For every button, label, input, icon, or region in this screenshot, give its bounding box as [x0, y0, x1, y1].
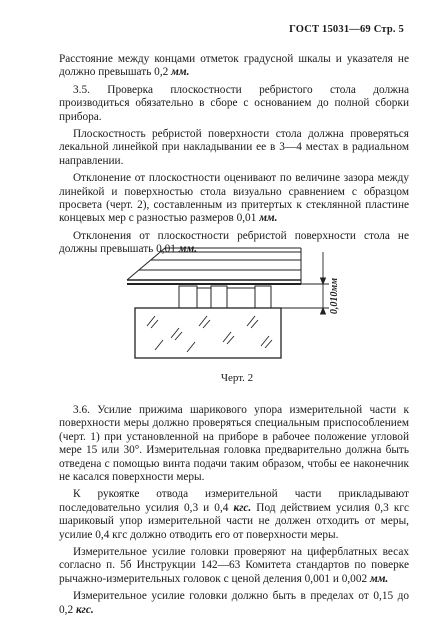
figure-caption: Черт. 2: [220, 372, 254, 384]
bottom-text-block: [59, 404, 409, 617]
paragraph-deviation-estimate: Отклонение от плоскостности оценивают по величине зазора между линейкой и поверхностью стола визуально сравнением с образцом просвета (черт. 2), составленным из притертых к стеклянной пластине концевых мер с разностью размеров 0,01 мм.: [59, 172, 409, 225]
top-text-block: [59, 53, 409, 257]
paragraph-deviation-limit: Отклонения от плоскостности ребристой поверхности стола не должны превышать 0,01 мм.: [59, 229, 409, 256]
page-header: [289, 24, 404, 35]
gauge-blocks: [179, 286, 271, 308]
paragraph-measuring-force: Измерительное усилие головки проверяют на циферблатных весах согласно п. 5б Инструкции 142—63 Комитета стандартов по поверке рычажно-измерительных головок с ценой деления 0,001 и 0,002 мм.: [59, 546, 409, 585]
figure-ruler-gap-diagram: [125, 246, 365, 368]
dimension-label: 0,010мм: [329, 277, 340, 315]
paragraph-3-6: 3.6. Усилие прижима шарикового упора измерительной части к поверхности меры должно проверяться специальным приспособлением (черт. 1) при установленной на приборе в рабочее положение угловой мере 15 или 30°. Измерительная головка предварительно должна быть отведена с помощью винта подачи таким образом, чтобы ее наконечник не касался поверхности меры.: [59, 404, 409, 484]
paragraph-scale-distance: Расстояние между концами отметок градусной шкалы и указателя не должно превышать 0,2 мм.: [59, 53, 409, 79]
paragraph-3-5: 3.5. Проверка плоскостности ребристого стола должна производиться обязательно в сборе с основанием до полной сборки прибора.: [59, 83, 409, 123]
page-number: Стр. 5: [373, 24, 404, 35]
paragraph-flatness-check: Плоскостность ребристой поверхности стола должна проверяться лекальной линейкой при накладывании ее в 3—4 местах в радиальном направлении.: [59, 128, 409, 167]
paragraph-handle-force: К рукоятке отвода измерительной части прикладывают последовательно усилия 0,3 и 0,4 кгс. Под действием усилия 0,3 кгс шариковый упор измерительной части не должен отходить от меры, усилие 0,4 кгс должно отводить его от поверхности меры.: [59, 488, 409, 541]
ruler: [127, 248, 301, 284]
paragraph-force-limits: Измерительное усилие головки должно быть в пределах от 0,15 до 0,2 кгс.: [59, 590, 409, 616]
glass-plate: [135, 308, 281, 358]
standard-number: ГОСТ 15031—69: [289, 24, 371, 35]
